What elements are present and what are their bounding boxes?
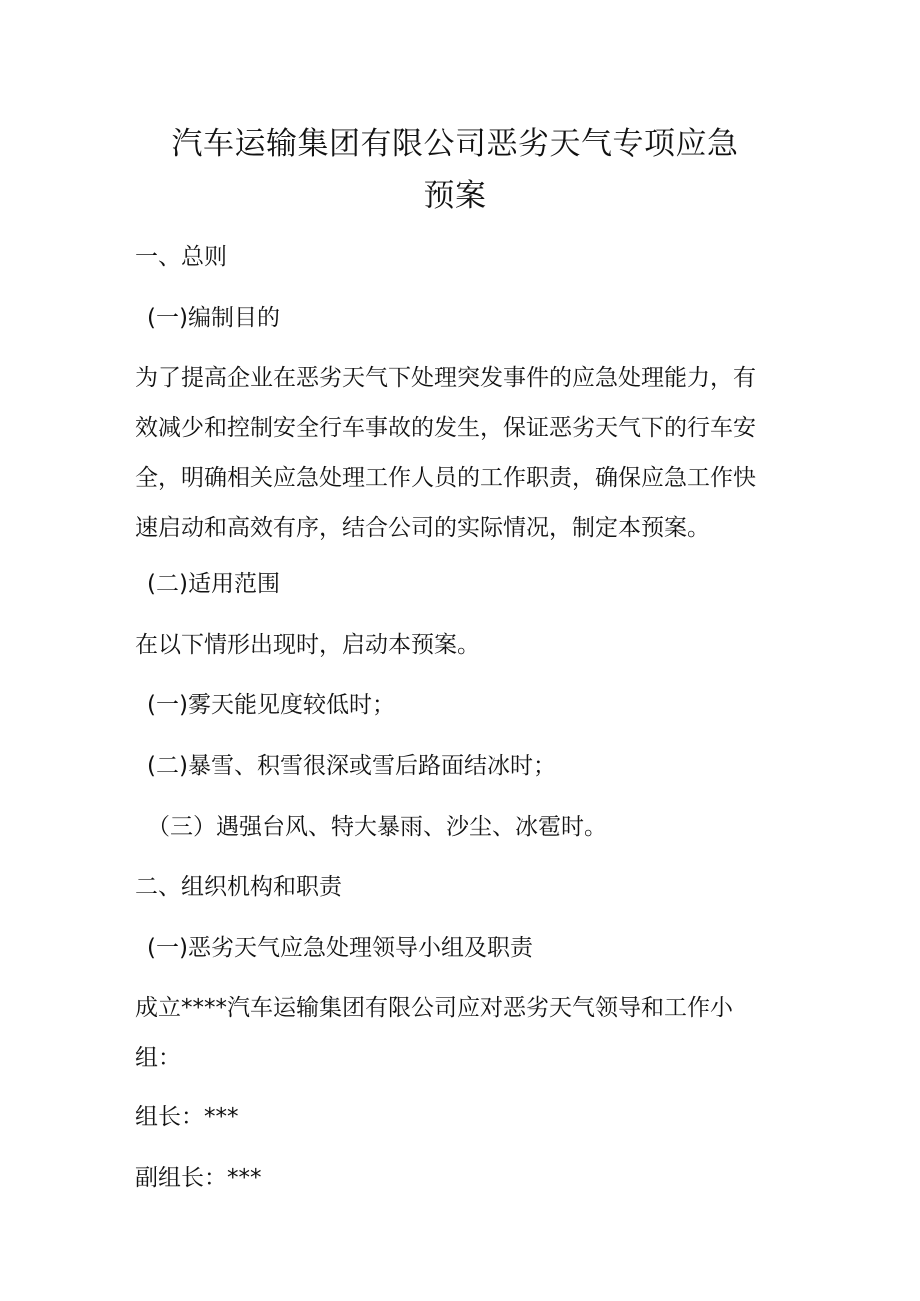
subsection-scope-heading: (二)适用范围 <box>147 571 280 597</box>
subsection-purpose-heading: (一)编制目的 <box>147 305 280 331</box>
purpose-paragraph <box>135 353 765 553</box>
group-line: 成立****汽车运输集团有限公司应对恶劣天气领导和工作小 <box>135 995 733 1021</box>
section-1-heading: 一、总则 <box>135 244 227 270</box>
scope-item: （三）遇强台风、特大暴雨、沙尘、冰雹时。 <box>147 814 607 840</box>
scope-item: (二)暴雪、积雪很深或雪后路面结冰时； <box>147 753 556 779</box>
title-line-1: 汽车运输集团有限公司恶劣天气专项应急 <box>171 126 739 162</box>
group-paragraph <box>135 983 765 1083</box>
section-2-heading: 二、组织机构和职责 <box>135 874 342 900</box>
scope-intro: 在以下情形出现时，启动本预案。 <box>135 632 480 658</box>
document-title <box>130 118 780 222</box>
group-line: 组： <box>135 1045 181 1071</box>
subsection-leadership-heading: (一)恶劣天气应急处理领导小组及职责 <box>147 935 533 961</box>
purpose-line: 速启动和高效有序，结合公司的实际情况，制定本预案。 <box>135 515 710 541</box>
purpose-line: 全，明确相关应急处理工作人员的工作职责，确保应急工作快 <box>135 465 756 491</box>
title-line-2: 预案 <box>423 178 487 214</box>
leader-line: 组长：*** <box>135 1104 239 1130</box>
deputy-leader-line: 副组长：*** <box>135 1165 262 1191</box>
purpose-line: 效减少和控制安全行车事故的发生，保证恶劣天气下的行车安 <box>135 415 756 441</box>
scope-item: (一)雾天能见度较低时； <box>147 692 395 718</box>
purpose-line: 为了提高企业在恶劣天气下处理突发事件的应急处理能力，有 <box>135 365 756 391</box>
